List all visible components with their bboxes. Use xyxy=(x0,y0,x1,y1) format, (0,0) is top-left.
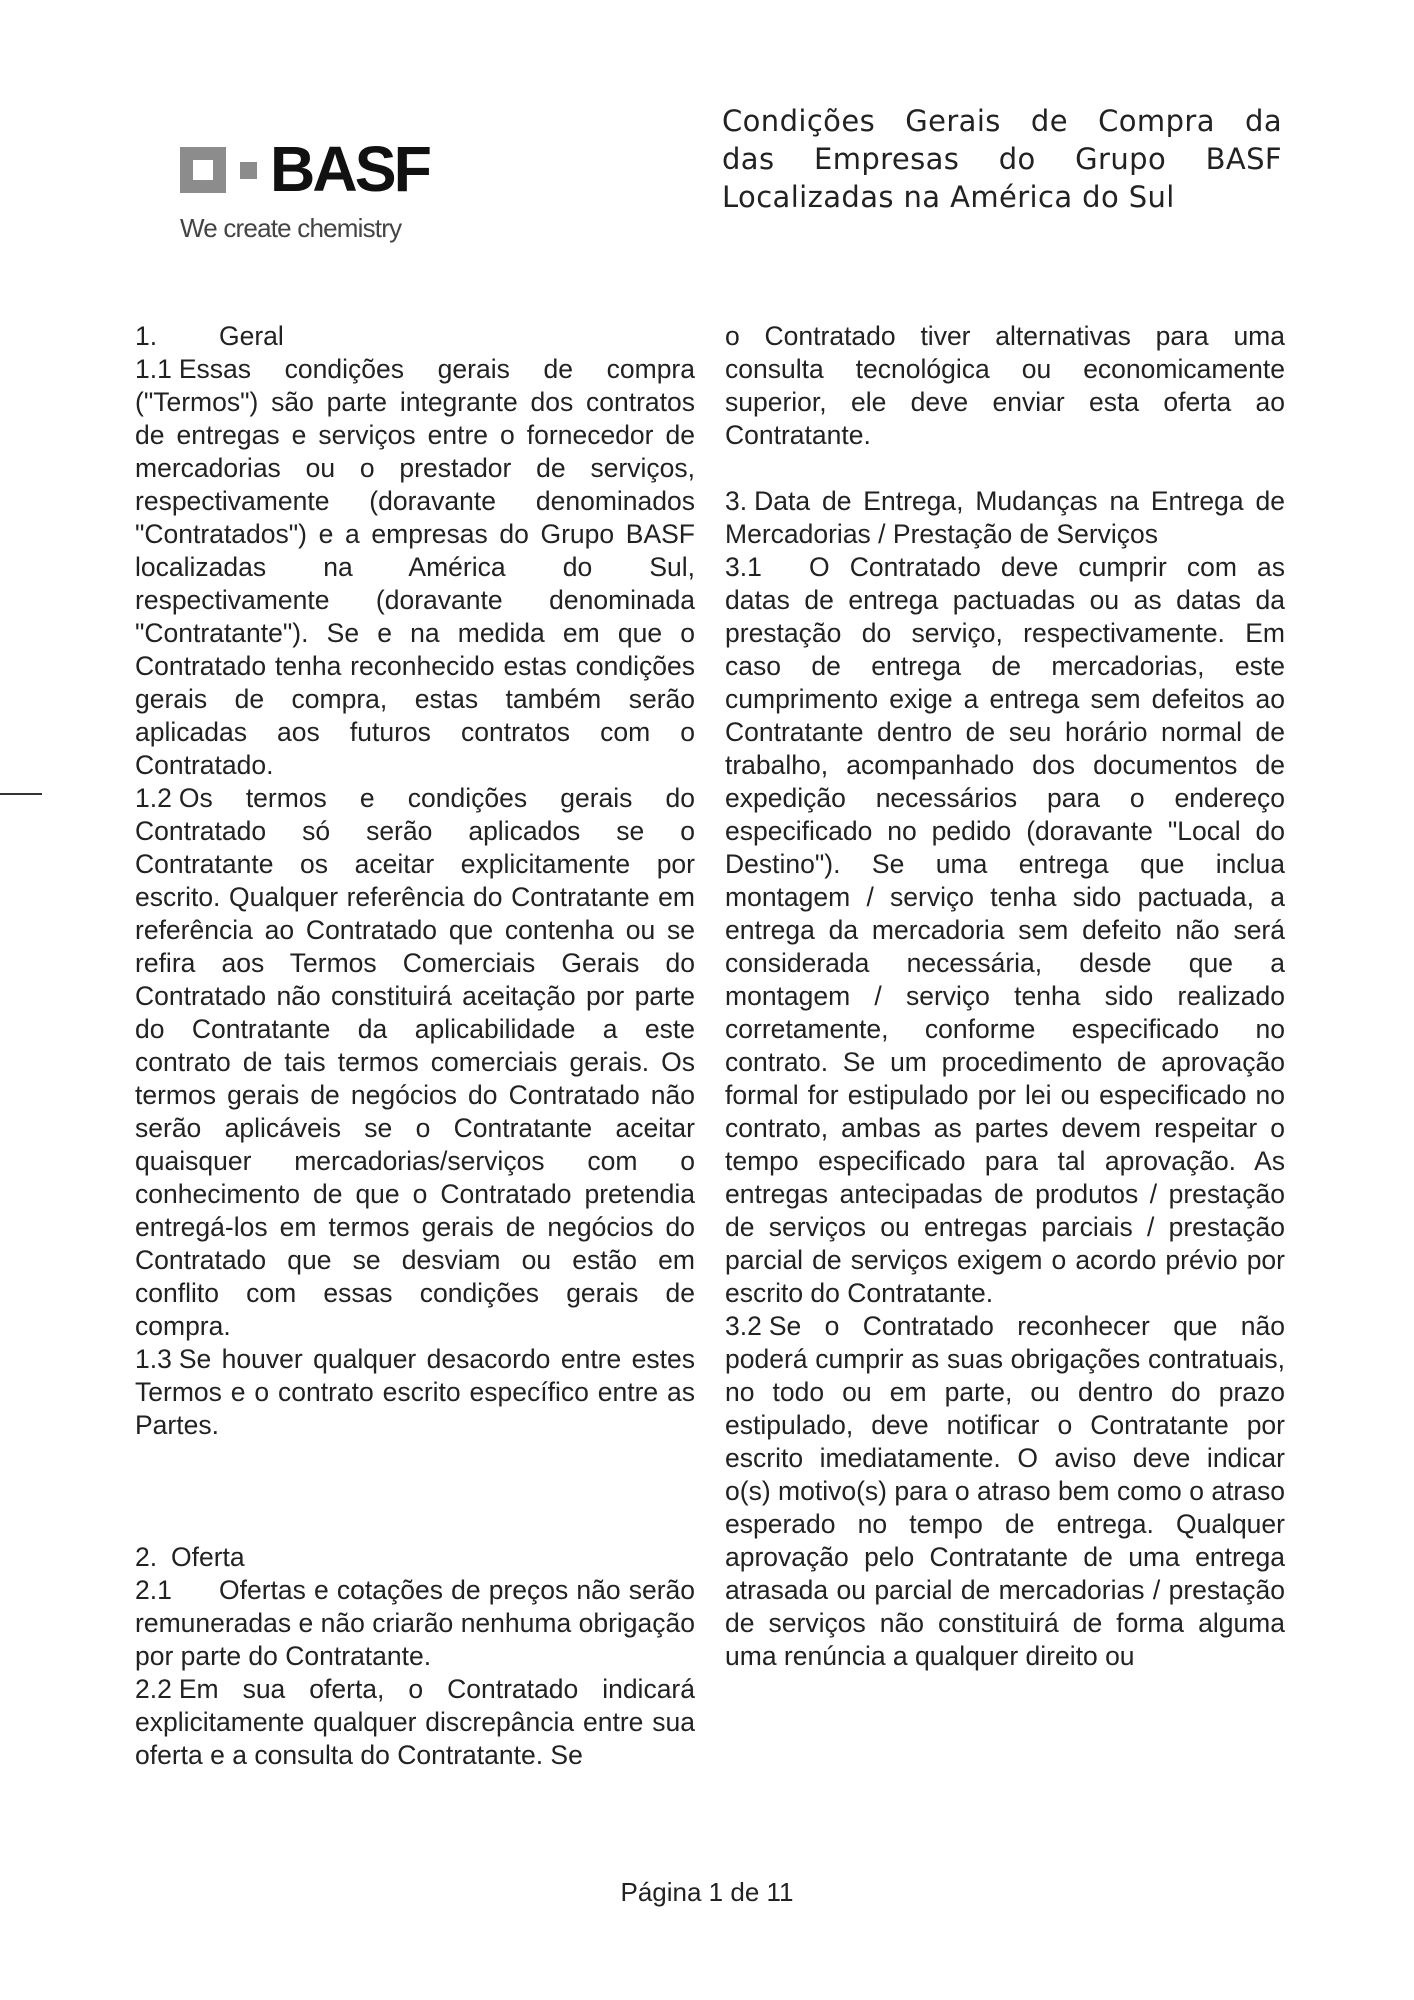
title-line: Condições Gerais de Compra da xyxy=(722,104,1282,138)
clause-1-2 xyxy=(135,782,695,1343)
clause-number: 2.2 xyxy=(135,1674,172,1704)
section-number: 2. xyxy=(135,1542,158,1572)
section-heading-1 xyxy=(135,320,695,353)
clause-2-2-continued: o Contratado tiver alternativas para uma consulta tecnológica ou economicamente superior, ele deve enviar esta oferta ao Contratante. xyxy=(725,321,1285,450)
section-heading-2 xyxy=(135,1541,695,1574)
clause-text: Em sua oferta, o Contratado indicará explicitamente qualquer discrepância entre sua oferta e a consulta do Contratante. Se xyxy=(135,1674,695,1770)
title-line: Localizadas na América do Sul xyxy=(722,180,1175,214)
clause-3-1 xyxy=(725,551,1285,1310)
title-line: das Empresas do Grupo BASF xyxy=(722,142,1282,176)
margin-change-bar xyxy=(0,793,42,795)
basf-logo xyxy=(180,133,460,245)
clause-3-2 xyxy=(725,1310,1285,1673)
clause-number: 1.2 xyxy=(135,783,172,813)
clause-number: 3.1 xyxy=(725,552,762,582)
section-heading-3 xyxy=(725,485,1285,551)
clause-1-1 xyxy=(135,353,695,782)
clause-text: Ofertas e cotações de preços não serão remuneradas e não criarão nenhuma obrigação por parte do Contratante. xyxy=(135,1575,695,1671)
clause-text: Essas condições gerais de compra ("Termos") são parte integrante dos contratos de entregas e serviços entre o fornecedor de mercadorias ou o prestador de serviços, respectivamente (doravante denominados "Contratados") e a empresas do Grupo BASF localizadas na América do Sul, respectivamente (doravante denominada "Contratante"). Se e na medida em que o Contratado tenha reconhecido estas condições gerais de compra, estas também serão aplicadas aos futuros contratos com o Contratado. xyxy=(135,354,695,780)
document-title xyxy=(722,102,1282,216)
clause-text: Os termos e condições gerais do Contratado só serão aplicados se o Contratante os aceitar explicitamente por escrito. Qualquer referência do Contratante em referência ao Contratado que contenha ou se refira aos Termos Comerciais Gerais do Contratado não constituirá aceitação por parte do Contratante da aplicabilidade a este contrato de tais termos comerciais gerais. Os termos gerais de negócios do Contratado não serão aplicáveis se o Contratante aceitar quaisquer mercadorias/serviços com o conhecimento de que o Contratado pretendia entregá-los em termos gerais de negócios do Contratado que se desviam ou estão em conflito com essas condições gerais de compra. xyxy=(135,783,695,1341)
clause-1-3 xyxy=(135,1343,695,1442)
logo-wordmark: BASF xyxy=(270,133,429,205)
section-number: 3. xyxy=(725,486,748,516)
clause-text: Se o Contratado reconhecer que não poderá cumprir as suas obrigações contratuais, no todo ou em parte, ou dentro do prazo estipulado, deve notificar o Contratante por escrito imediatamente. O aviso deve indicar o(s) motivo(s) para o atraso bem como o atraso esperado no tempo de entrega. Qualquer aprovação pelo Contratante de uma entrega atrasada ou parcial de mercadorias / prestação de serviços não constituirá de forma alguma uma renúncia a qualquer direito ou xyxy=(725,1311,1285,1671)
clause-number: 2.1 xyxy=(135,1575,172,1605)
spacer xyxy=(725,452,1285,485)
section-title: Data de Entrega, Mudanças na Entrega de Mercadorias / Prestação de Serviços xyxy=(725,486,1285,549)
section-title: Oferta xyxy=(171,1542,245,1572)
spacer xyxy=(135,1442,695,1541)
page-number: Página 1 de 11 xyxy=(620,1877,794,1907)
logo-tagline: We create chemistry xyxy=(180,213,402,243)
clause-text: O Contratado deve cumprir com as datas de entrega pactuadas ou as datas da prestação do serviço, respectivamente. Em caso de entrega de mercadorias, este cumprimento exige a entrega sem defeitos ao Contratante dentro de seu horário normal de trabalho, acompanhado dos documentos de expedição necessários para o endereço especificado no pedido (doravante "Local do Destino"). Se uma entrega que inclua montagem / serviço tenha sido pactuada, a entrega da mercadoria sem defeito não será considerada necessária, desde que a montagem / serviço tenha sido realizado corretamente, conforme especificado no contrato. Se um procedimento de aprovação formal for estipulado por lei ou especificado no contrato, ambas as partes devem respeitar o tempo especificado para tal aprovação. As entregas antecipadas de produtos / prestação de serviços ou entregas parciais / prestação parcial de serviços exigem o acordo prévio por escrito do Contratante. xyxy=(725,552,1285,1308)
left-column xyxy=(135,320,695,1772)
clause-2-2 xyxy=(135,1673,695,1772)
clause-2-1 xyxy=(135,1574,695,1673)
section-number: 1. xyxy=(135,321,158,351)
clause-number: 1.1 xyxy=(135,354,172,384)
right-column xyxy=(725,320,1285,1673)
logo-square-icon xyxy=(180,147,226,193)
clause-number: 1.3 xyxy=(135,1344,172,1374)
section-title: Geral xyxy=(219,321,284,351)
clause-text: Se houver qualquer desacordo entre estes Termos e o contrato escrito específico entre as Partes. xyxy=(135,1344,695,1440)
clause-number: 3.2 xyxy=(725,1311,762,1341)
logo-dot-icon xyxy=(240,162,257,179)
